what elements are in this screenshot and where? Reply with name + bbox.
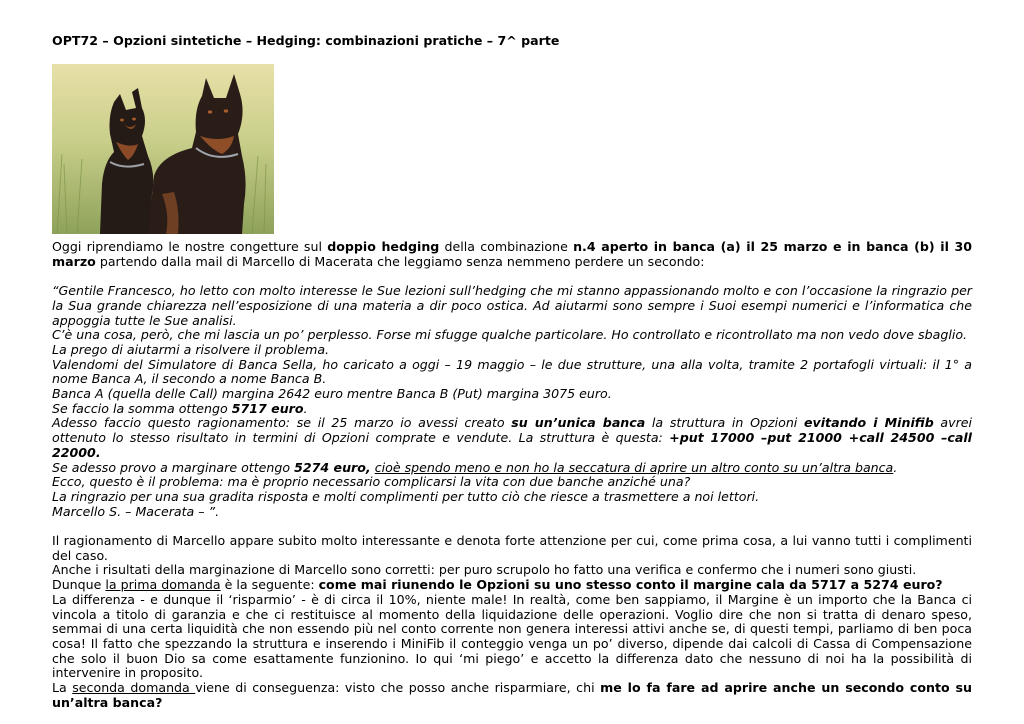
answer-paragraph: Anche i risultati della marginazione di Marcello sono corretti: per puro scrupolo ho fatto una verifica e confermo che i numeri sono giusti. xyxy=(52,562,917,578)
answer-paragraph: La differenza - e dunque il ‘risparmio’ - è di circa il 10%, niente male! In realtà, come ben sappiamo, il Margine è un importo che la Banca ci vincola a titolo di garanzia e che ci restituisce al momento della liquidazione delle operazioni. Voglio dire che non si tratta di denaro speso, semmai di una certa liquidità che non essendo più nel conto corrente non genera interessi attivi anche se, di questi tempi, parliamo di ben poca cosa! Il fatto che spezzando la struttura e inserendo i MiniFib il conteggio venga un po’ diverso, dipende dai calcoli di Cassa di Compensazione che solo il buon Dio sa come esattamente funzionino. Io qui ‘mi piego’ e accetto la differenza dato che nessuno di noi ha la possibilità di intervenire in proposito. xyxy=(52,591,972,681)
answer-paragraph: Il ragionamento di Marcello appare subito molto interessante e denota forte attenzione per cui, come prima cosa, a lui vanno tutti i complimenti del caso. xyxy=(52,533,972,563)
mail-paragraph: Ecco, questo è il problema: ma è proprio necessario complicarsi la vita con due banche anziché una? xyxy=(52,474,691,490)
mail-paragraph: Adesso faccio questo ragionamento: se il 25 marzo io avessi creato su un’unica banca la struttura in Opzioni evitando i Minifib avrei ottenuto lo stesso risultato in termini di Opzioni comprate e vendute. La struttura è questa: +put 17000 –put 21000 +call 24500 –call 22000. xyxy=(52,415,972,460)
mail-paragraph: “Gentile Francesco, ho letto con molto interesse le Sue lezioni sull’hedging che mi stanno appassionando molto e con l’occasione la ringrazio per la Sua grande chiarezza nell’esposizione di una materia a dir poco ostica. Ad aiutarmi sono sempre i Suoi esempi numerici e l’informatica che appoggia tutte le Sue analisi. xyxy=(52,283,972,328)
document-title: OPT72 – Opzioni sintetiche – Hedging: combinazioni pratiche – 7^ parte xyxy=(52,33,560,48)
mail-paragraph: Valendomi del Simulatore di Banca Sella, ho caricato a oggi – 19 maggio – le due strutture, una alla volta, tramite 2 portafogli virtuali: il 1° a nome Banca A, il secondo a nome Banca B. xyxy=(52,356,972,387)
mail-paragraph: Se faccio la somma ottengo 5717 euro. xyxy=(52,400,308,416)
mail-paragraph: La ringrazio per una sua gradita risposta e molti complimenti per tutto ciò che riesce a trasmettere a noi lettori. xyxy=(52,488,760,504)
answer-paragraph: Dunque la prima domanda è la seguente: come mai riunendo le Opzioni su uno stesso conto il margine cala da 5717 a 5274 euro? xyxy=(52,577,943,593)
answer-paragraph: La seconda domanda viene di conseguenza: visto che posso anche risparmiare, chi me lo fa fare ad aprire anche un secondo conto su un’altra banca? xyxy=(52,680,972,710)
mail-signature: Marcello S. – Macerata – ”. xyxy=(52,503,220,519)
article-body xyxy=(52,240,972,710)
mail-paragraph: Se adesso provo a marginare ottengo 5274 euro, cioè spendo meno e non ho la seccatura di aprire un altro conto su un’altra banca. xyxy=(52,459,898,475)
mail-paragraph: La prego di aiutarmi a risolvere il problema. xyxy=(52,341,330,357)
intro-paragraph: Oggi riprendiamo le nostre congetture sul doppio hedging della combinazione n.4 aperto in banca (a) il 25 marzo e in banca (b) il 30 marzo partendo dalla mail di Marcello di Macerata che leggiamo senza nemmeno perdere un secondo: xyxy=(52,239,973,269)
mail-paragraph: Banca A (quella delle Call) margina 2642 euro mentre Banca B (Put) margina 3075 euro. xyxy=(52,386,612,402)
dobermans-photo xyxy=(52,64,274,234)
reader-mail xyxy=(52,284,972,519)
mail-paragraph: C’è una cosa, però, che mi lascia un po’ perplesso. Forse mi sfugge qualche particolare. Ho controllato e ricontrollato ma non vedo dove sbaglio. xyxy=(52,327,968,343)
